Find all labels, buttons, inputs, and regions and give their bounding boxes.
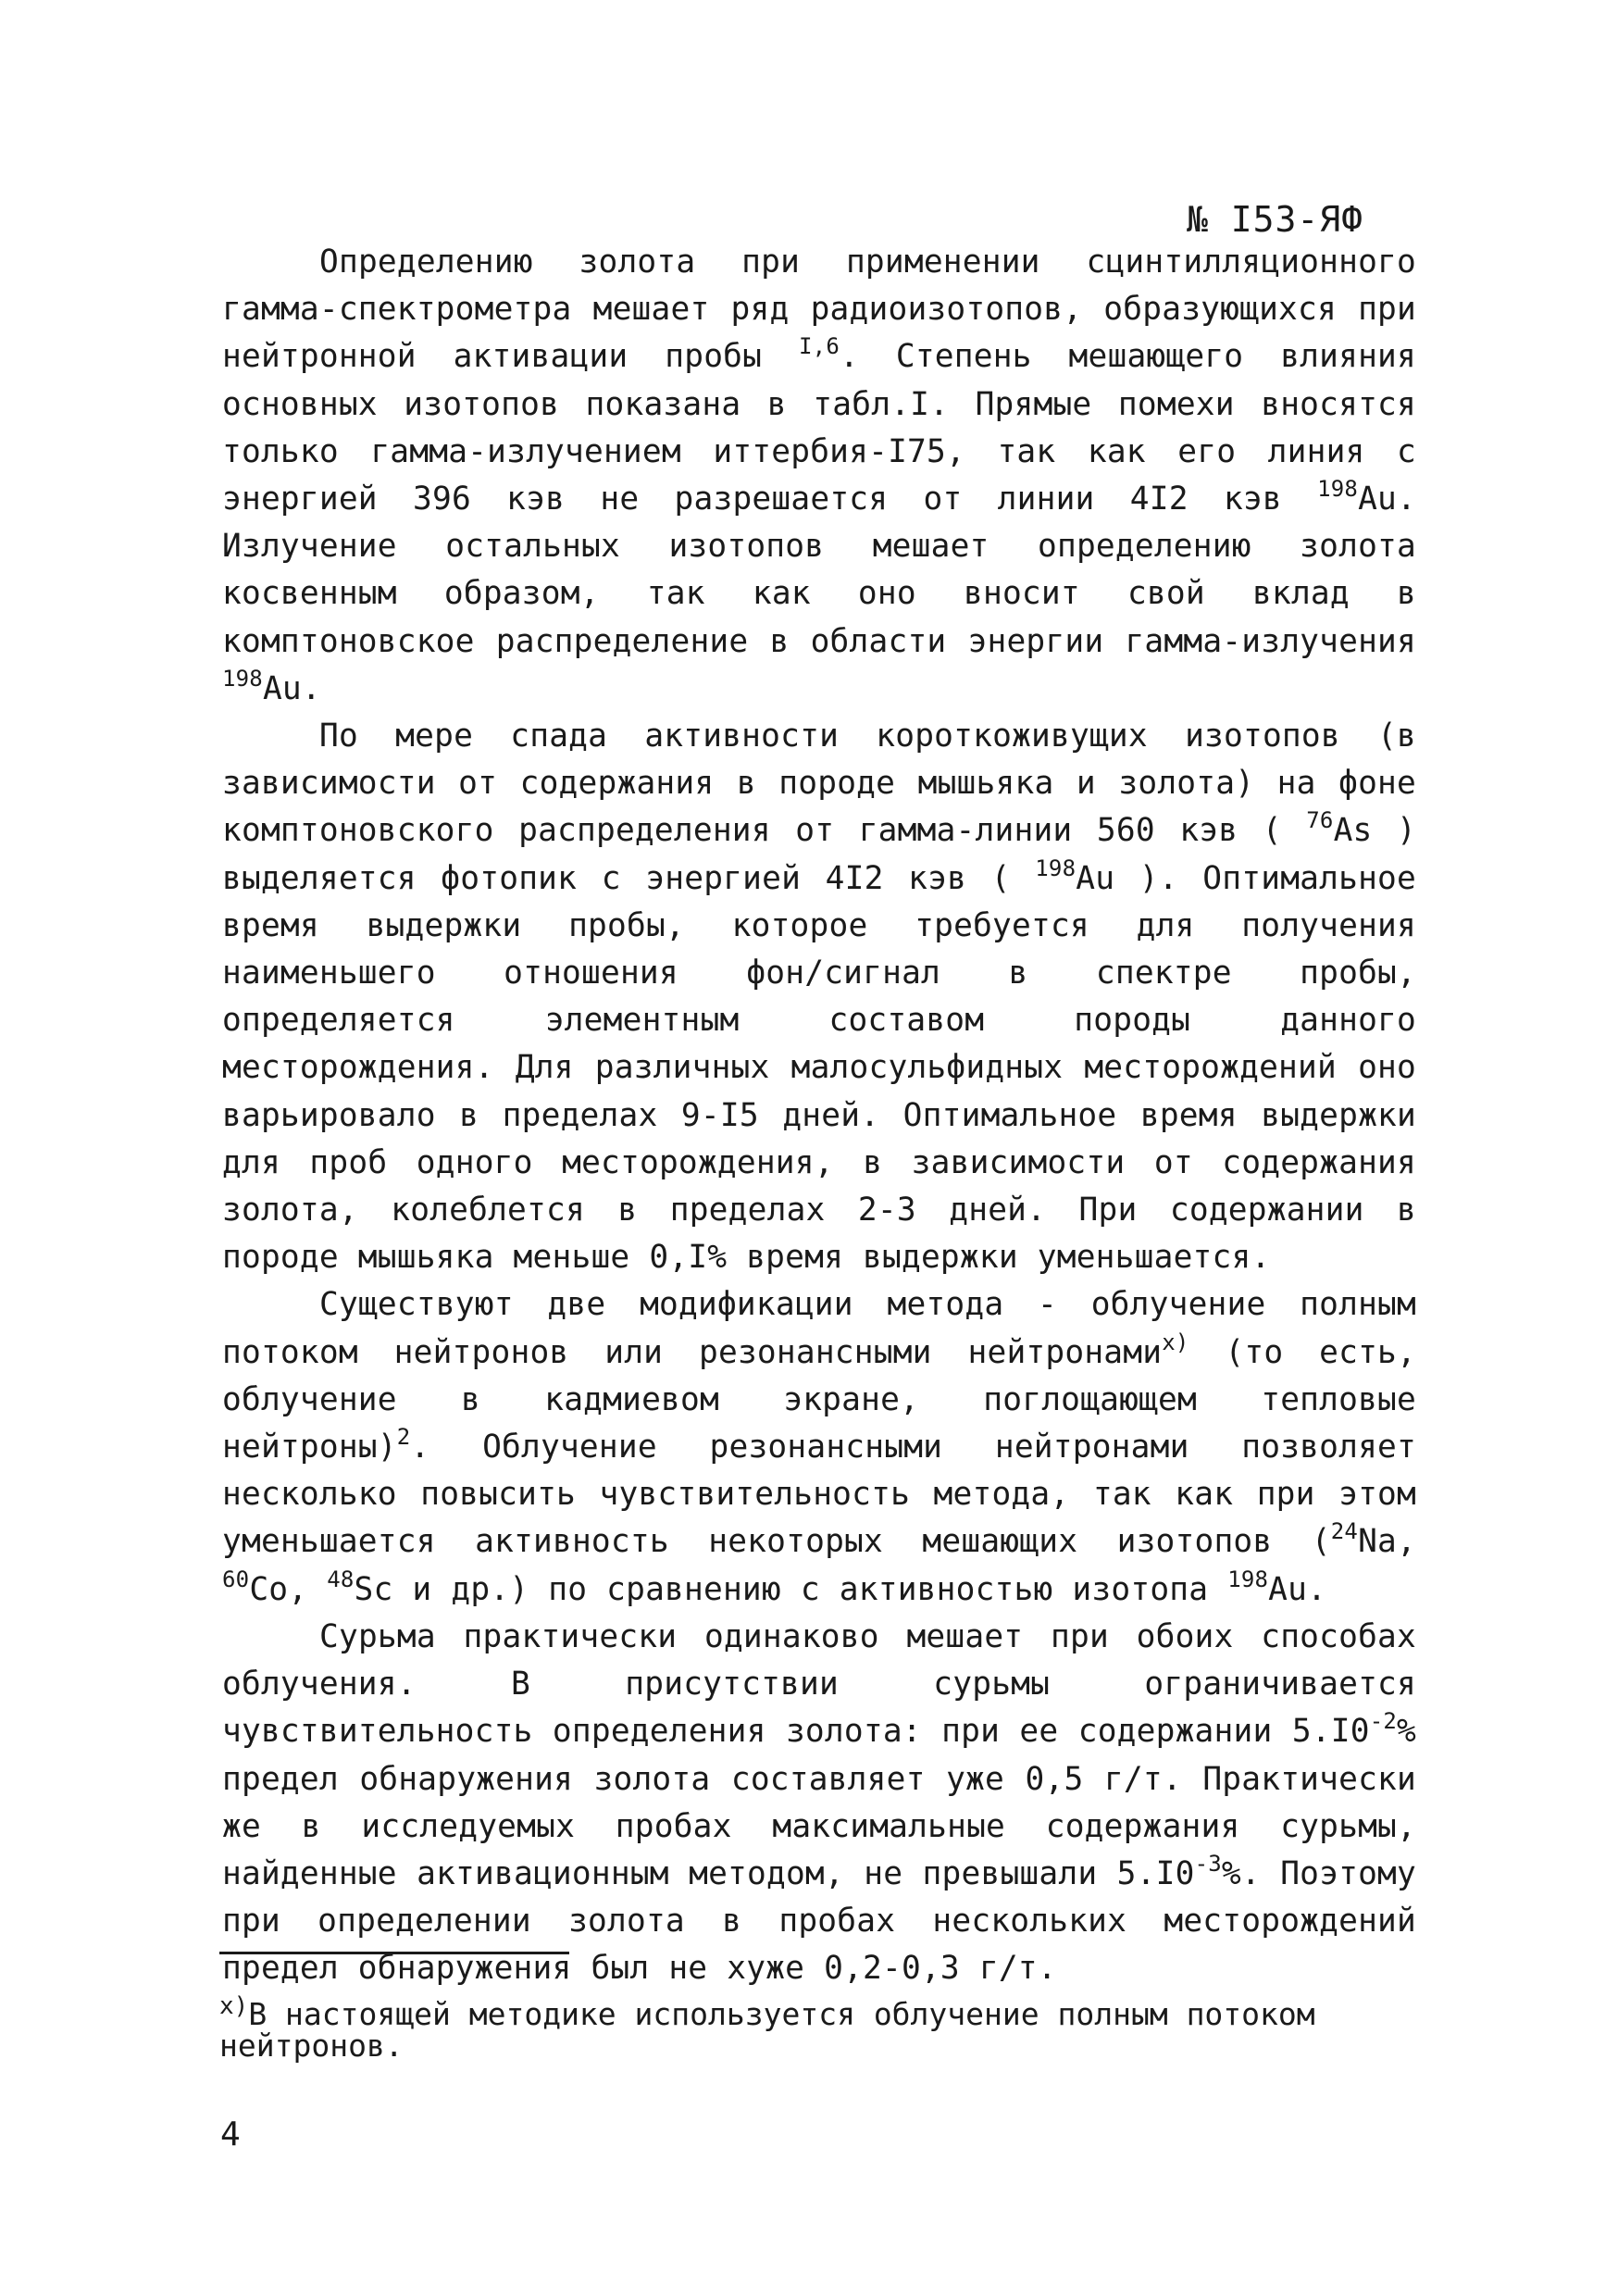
footnote-text: В настоящей методике используется облучение полным потоком нейтронов. [219, 1996, 1315, 2064]
document-number: № I53-ЯФ [1186, 199, 1363, 240]
paragraph-1-text-d: Au. [262, 669, 321, 707]
paragraph-3-text-f: Sc и др.) по сравнению с активностью изотопа [354, 1570, 1228, 1608]
isotope-mass-superscript: 198 [1227, 1566, 1269, 1592]
isotope-mass-superscript: 198 [1317, 476, 1359, 503]
footnote-divider [219, 1952, 569, 1954]
paragraph-4-text-a: Сурьма практически одинаково мешает при обоих способах облучения. В присутствии сурьмы ограничивается чувствительность определения золота: при ее содержании 5.I0 [222, 1617, 1416, 1751]
paragraph-2-text-a: По мере спада активности короткоживущих изотопов (в зависимости от содержания в породе мышьяка и золота) на фоне комптоновского распределения от гамма-линии 560 кэв ( [222, 718, 1416, 850]
paragraph-1-text-a: Определению золота при применении сцинтилляционного гамма-спектрометра мешает ряд радиоизотопов, образующихся при нейтронной активации пробы [222, 243, 1416, 376]
reference-superscript: I,6 [799, 333, 840, 360]
paragraph-2-text-c: Au ). Оптимальное время выдержки пробы, которое требуется для получения наименьшего отношения фон/сигнал в спектре пробы, определяется элементным составом породы данного месторождения. Для различных малосульфидных месторождений оно варьировало в пределах 9-I5 дней. Оптимальное время выдержки для проб одного месторождения, в зависимости от содержания золота, колеблется в пределах 2-3 дней. При содержании в породе мышьяка меньше 0,I% время выдержки уменьшается. [222, 859, 1416, 1277]
isotope-mass-superscript: 48 [327, 1566, 355, 1592]
reference-superscript: 2 [396, 1424, 411, 1451]
paragraph-4 [222, 1614, 1416, 1993]
paragraph-3-text-g: Au. [1268, 1570, 1327, 1608]
isotope-mass-superscript: 60 [222, 1566, 250, 1592]
isotope-mass-superscript: 24 [1330, 1518, 1359, 1545]
paragraph-3-text-c: . Облучение резонансными нейтронами позволяет несколько повысить чувствительность метода, так как при этом уменьшается активность некоторых мешающих изотопов ( [222, 1429, 1416, 1561]
paragraph-3-text-d: Na, [1358, 1523, 1416, 1561]
page-number: 4 [220, 2115, 241, 2153]
exponent-superscript: -2 [1369, 1708, 1398, 1735]
isotope-mass-superscript: 198 [1035, 855, 1077, 881]
main-text [222, 239, 1416, 1993]
paragraph-2-text-b: As ) выделяется фотопик с энергией 4I2 кэв ( [222, 812, 1416, 897]
footnote-mark: x) [219, 1992, 249, 2020]
paragraph-2 [222, 713, 1416, 1281]
isotope-mass-superscript: 76 [1306, 807, 1334, 834]
paragraph-1-text-b: . Степень мешающего влияния основных изотопов показана в табл.I. Прямые помехи вносятся только гамма-излучением иттербия-I75, так как его линия с энергией 396 кэв не разрешается от линии 4I2 кэв [222, 338, 1416, 518]
footnote [219, 1990, 1413, 2062]
isotope-mass-superscript: 198 [222, 665, 263, 692]
paragraph-3-text-a: Существуют две модификации метода - облучение полным потоком нейтронов или резонансными нейтронами [222, 1286, 1416, 1371]
paragraph-4-text-b: % предел обнаружения золота составляет уже 0,5 г/т. Практически же в исследуемых пробах максимальные содержания сурьмы, найденные активационным методом, не превышали 5.I0 [222, 1713, 1416, 1892]
exponent-superscript: -3 [1194, 1850, 1222, 1877]
paragraph-4-text-c: %. Поэтому при определении золота в пробах нескольких месторождений предел обнаружения был не хуже 0,2-0,3 г/т. [222, 1854, 1416, 1988]
paragraph-3 [222, 1281, 1416, 1613]
paragraph-3-text-b: (то есть, облучение в кадмиевом экране, поглощающем тепловые нейтроны) [222, 1333, 1416, 1466]
paragraph-1 [222, 239, 1416, 713]
paragraph-3-text-e: Co, [249, 1570, 328, 1608]
footnote-reference-superscript: x) [1162, 1329, 1189, 1355]
paragraph-1-text-c: Au. Излучение остальных изотопов мешает определению золота косвенным образом, так как оно вносит свой вклад в комптоновское распределение в области энергии гамма-излучения [222, 480, 1416, 660]
